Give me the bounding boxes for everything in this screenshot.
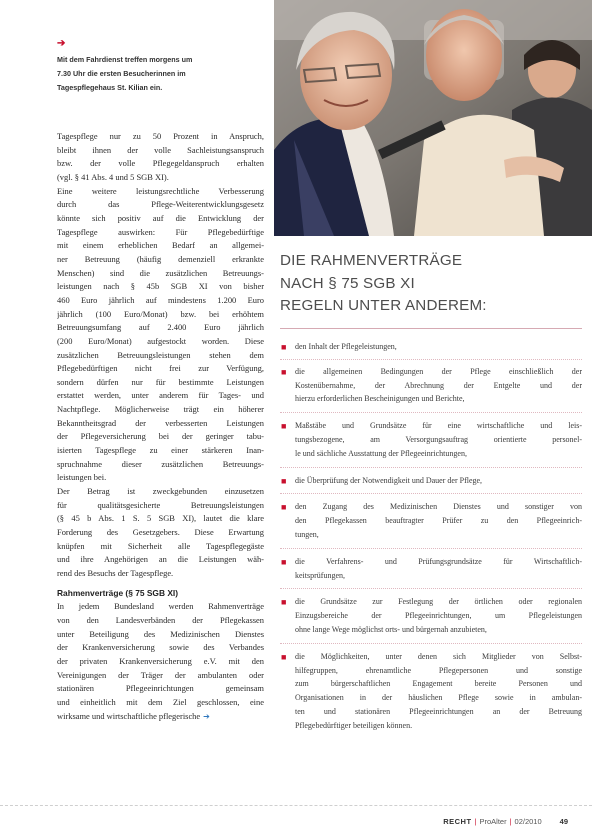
text-line: Betreuungsumfang auf 2.400 Euro jährlich <box>57 322 264 333</box>
text-line: und einheitlich mit dem Ziel geschlossen, eine <box>57 696 264 707</box>
footer-section: RECHT <box>443 817 472 826</box>
text-line: Pflegebedürftigen nicht frei zur Verfügung, <box>57 363 264 374</box>
text-line: In jedem Bundesland werden Rahmenverträge <box>57 601 264 612</box>
photo-elderly-women-in-van <box>274 0 592 236</box>
bullet-icon: ■ <box>281 651 287 662</box>
footer-separator: | <box>509 817 512 826</box>
text-line: rend des Besuchs der Tagespflege. <box>57 568 174 578</box>
text-line: isierten Tagespflege zu einer stärkeren Inan- <box>57 445 264 456</box>
footer-issue: 02/2010 <box>514 817 542 826</box>
list-item-line: Kostenübernahme, der Abrechnung der Entgelte und der <box>295 380 582 390</box>
text-line: Menschen) sind die zusätzlichen Betreuungs- <box>57 267 264 278</box>
box-divider <box>280 328 582 329</box>
text-line: der privaten Krankenversicherung e.V. mit den <box>57 655 264 666</box>
box-heading-line: DIE RAHMENVERTRÄGE <box>280 252 463 269</box>
text-line: mit einem erheblichen Bedarf an allgemei- <box>57 240 264 251</box>
text-line: leistungen nach § 45b SGB XI von bisher <box>57 281 264 292</box>
list-item-line: keitsprüfungen, <box>295 570 345 580</box>
list-item-line: tungsbezogene, am Versorgungsauftrag orientierte personel- <box>295 434 582 444</box>
text-line: Tagespflege auswirken: Für Pflegebedürftige <box>57 226 264 237</box>
photo-caption <box>57 38 262 95</box>
list-item-line: ten und stationären Pflegeeinrichtungen an der Betreuung <box>295 706 582 716</box>
bullet-icon: ■ <box>281 366 287 377</box>
box-heading-line: REGELN UNTER ANDEREM: <box>280 297 487 314</box>
list-item <box>280 365 582 406</box>
page-number: 49 <box>559 817 568 826</box>
subheading-rahmenvertraege: Rahmenverträge (§ 75 SGB XI) <box>57 587 179 598</box>
text-line: Nachtpflege. Möglicherweise trägt ein höherer <box>57 404 264 415</box>
text-line: Bekanntheitsgrad der verbesserten Leistungen <box>57 417 264 428</box>
list-item-line: Maßstäbe und Grundsätze für eine wirtschaftliche und leis- <box>295 421 582 431</box>
bullet-icon: ■ <box>281 475 287 486</box>
text-line: der Krankenversicherung sowie des Verbandes <box>57 642 264 653</box>
text-line: unter Beteiligung des Medizinischen Dienstes <box>57 628 264 639</box>
list-item <box>280 555 582 583</box>
list-item-line: le und sächliche Ausstattung der Pflegeeinrichtungen, <box>295 448 467 458</box>
paragraph-1 <box>57 130 264 185</box>
list-item-line: Einzugsbereiche der Pflegeeinrichtungen, um Pflegeleistungen <box>295 611 582 621</box>
text-line: ner Betreuung (häufig demenziell erkrankte <box>57 253 264 264</box>
footer-divider <box>0 805 592 806</box>
list-item <box>280 650 582 733</box>
paragraph-2 <box>57 185 264 485</box>
list-item-line: die Grundsätze zur Festlegung der örtlichen oder regionalen <box>295 597 582 607</box>
caption-line: Tagespflegehaus St. Kilian ein. <box>57 83 163 92</box>
text-line: knüpfen mit Sicherheit alle Tagespflegegäste <box>57 540 264 551</box>
list-item-line: ohne lange Wege möglichst orts- und bürgernah anzubieten, <box>295 624 487 634</box>
list-item <box>280 474 582 488</box>
list-item-line: den Zugang des Medizinischen Dienstes und sonstiger von <box>295 502 582 512</box>
list-item-line: die allgemeinen Bedingungen der Pflege einschließlich der <box>295 366 582 376</box>
list-item <box>280 500 582 541</box>
paragraph-4 <box>57 600 264 723</box>
list-item-line: hilfegruppen, ehrenamtliche Pflegepersonen und sonstige <box>295 665 582 675</box>
left-text-column <box>57 130 264 723</box>
regulations-list <box>280 340 582 733</box>
bullet-icon: ■ <box>281 421 287 432</box>
text-line: leistungen bei. <box>57 472 107 483</box>
text-line: Tagespflege nur zu 50 Prozent in Anspruch, <box>57 131 264 141</box>
list-item-line: Organisationen in der häuslichen Pflege sowie in ambulan- <box>295 693 582 703</box>
bullet-icon: ■ <box>281 597 287 608</box>
text-line: stationären Pflegeeinrichtungen gemeinsam <box>57 683 264 694</box>
text-line: der Pflegeversicherung bei der geringer tabu- <box>57 431 264 442</box>
bullet-icon: ■ <box>281 502 287 513</box>
paragraph-3 <box>57 485 264 581</box>
list-item-line: den Inhalt der Pflegeleistungen, <box>295 342 397 351</box>
text-line: Forderung des Gesetzgebers. Diese Erwartung <box>57 527 264 538</box>
list-item-line: die Verfahrens- und Prüfungsgrundsätze für Wirtschaftlich- <box>295 556 582 566</box>
list-item-line: die Möglichkeiten, unter denen sich Mitglieder von Selbst- <box>295 651 582 661</box>
text-line: erstattet werden, unter anderem für Tages- und <box>57 390 264 401</box>
text-line: (vgl. § 41 Abs. 4 und 5 SGB XI). <box>57 171 169 182</box>
box-heading-line: NACH § 75 SGB XI <box>280 274 415 292</box>
text-line: (§ 45 b Abs. 1 S. 5 SGB XI), lautet die klare <box>57 513 264 524</box>
text-line: spruchnahme dieser zusätzlichen Betreuungs- <box>57 458 264 469</box>
list-item <box>280 419 582 460</box>
footer-magazine: ProAlter <box>479 817 507 826</box>
text-line: (200 Euro/Monat) aufgestockt worden. Diese <box>57 335 264 346</box>
text-line: 460 Euro jährlich auf mindestens 1.200 Euro <box>57 294 264 305</box>
text-line: Eine weitere leistungsrechtliche Verbesserung <box>57 185 264 196</box>
caption-line: 7.30 Uhr die ersten Besucherinnen im <box>57 69 186 78</box>
list-item-line: den Pflegekassen beauftragter Prüfer zu den Pflegeeinrich- <box>295 516 582 526</box>
text-line: bzw. der volle Pflegegeldanspruch erhalten <box>57 158 264 169</box>
list-item <box>280 595 582 636</box>
text-line: durch das Pflege-Weiterentwicklungsgesetz <box>57 199 264 210</box>
text-line: von den Landesverbänden der Pflegekassen <box>57 614 264 625</box>
box-heading <box>280 250 580 318</box>
list-item-line: tungen, <box>295 529 319 539</box>
photo-illustration <box>274 0 592 236</box>
text-line: und ihre Angehörigen an die Leistungen wäh- <box>57 554 264 565</box>
list-item <box>280 340 582 354</box>
bullet-icon: ■ <box>281 556 287 567</box>
caption-arrow-icon: ➔ <box>57 38 66 49</box>
text-line: Vereinigungen der Träger der ambulanten oder <box>57 669 264 680</box>
text-line: wirksame und wirtschaftliche pflegerische ➔ <box>57 710 210 721</box>
list-item-line: die Überprüfung der Notwendigkeit und Dauer der Pflege, <box>295 475 483 485</box>
text-line: jährlich (100 Euro/Monat) bzw. bei erhöhtem <box>57 308 264 319</box>
list-item-line: zum bürgerschaftlichen Engagement bereite Personen und <box>295 679 582 689</box>
caption-line: Mit dem Fahrdienst treffen morgens um <box>57 55 193 64</box>
continue-arrow-icon: ➔ <box>203 711 210 721</box>
bullet-icon: ■ <box>281 342 287 352</box>
list-item-line: Pflegebedürftiger beteiligen können. <box>295 720 413 730</box>
list-item-line: hierzu erforderlichen Bescheinigungen und Berichte, <box>295 394 465 404</box>
text-line: könnte sich positiv auf die Entwicklung der <box>57 212 264 223</box>
text-line: für qualitätsgesicherte Betreuungsleistungen <box>57 499 264 510</box>
page-footer <box>443 817 568 826</box>
text-line: sondern dürfen nur für bestimmte Leistungen <box>57 376 264 387</box>
footer-separator: | <box>474 817 477 826</box>
text-line: zusätzlichen Betreuungsleistungen stehen dem <box>57 349 264 360</box>
text-line: Der Betrag ist zweckgebunden einzusetzen <box>57 486 264 497</box>
text-line: bleibt ihnen der volle Sachleistungsanspruch <box>57 144 264 155</box>
